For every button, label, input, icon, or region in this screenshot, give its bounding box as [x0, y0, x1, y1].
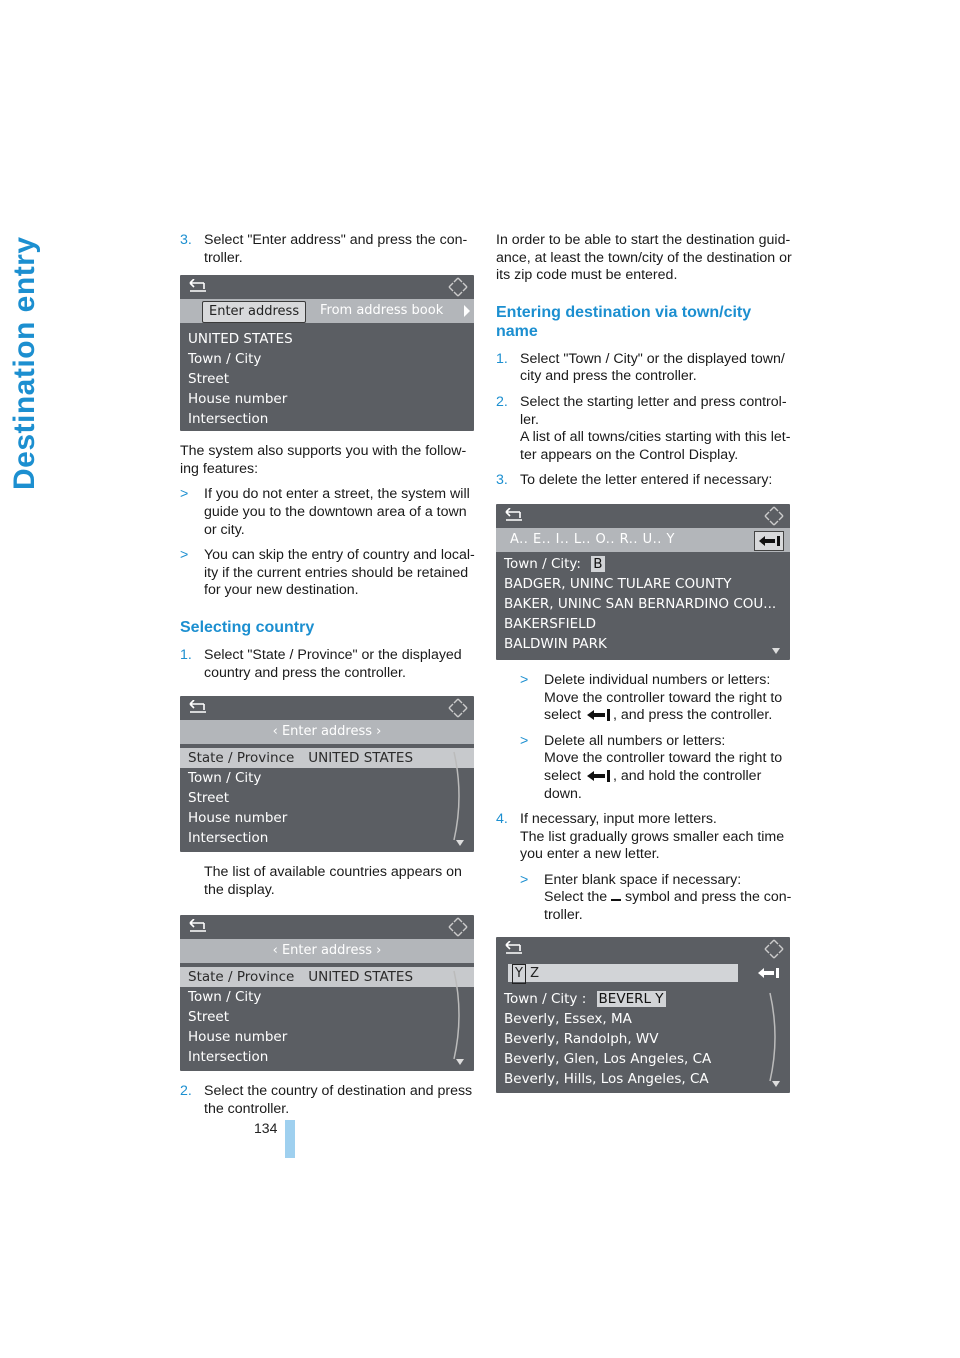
step-1-select-state: [180, 647, 480, 682]
screen-topbar: [496, 504, 790, 528]
sub-bullet-blank-space: [520, 872, 796, 925]
letter-input-bar: [496, 961, 790, 985]
sub-bullet-delete-all: [520, 733, 796, 803]
step-text: Select "Town / City" or the displayed town/ city and press the controller.: [520, 350, 785, 385]
menu-item-house-number[interactable]: House number: [188, 1029, 288, 1046]
step-extra-text: A list of all towns/cities starting with this let-ter appears on the Control Display.: [520, 429, 791, 463]
step-text: Select the country of destination and press the controller.: [204, 1083, 473, 1117]
bullet-item: [180, 486, 480, 539]
bullet-marker: >: [520, 671, 529, 688]
menu-item-house-number[interactable]: House number: [188, 391, 288, 408]
step-number: 1.: [496, 350, 508, 367]
screen-header-enter-address[interactable]: ‹ Enter address ›: [180, 939, 474, 963]
town-result-item[interactable]: BADGER, UNINC TULARE COUNTY: [504, 575, 732, 592]
state-province-value: UNITED STATES: [308, 969, 414, 986]
back-arrow-icon[interactable]: [188, 919, 208, 933]
backspace-icon: [754, 964, 782, 982]
town-city-label: Town / City:: [504, 555, 581, 572]
step-text: Select "State / Province" or the displayed country and press the controller.: [204, 646, 462, 681]
left-column: [180, 232, 480, 1127]
step-text: Select "Enter address" and press the con-troller.: [204, 232, 468, 266]
sub-bullet-delete-single: [520, 672, 796, 725]
town-result-item[interactable]: Beverly, Randolph, WV: [504, 1030, 659, 1047]
letter-cursor[interactable]: Y: [512, 964, 526, 984]
scroll-down-arrow-icon[interactable]: [456, 840, 464, 846]
page-number: 134: [254, 1120, 278, 1136]
step-text: If necessary, input more letters.: [520, 811, 717, 828]
town-city-value: B: [593, 555, 603, 572]
right-intro: In order to be able to start the destination guid-ance, at least the town/city of the destination or its zip code must be entered.: [496, 232, 792, 284]
bullet-item: [180, 547, 480, 600]
menu-item-town-city[interactable]: Town / City: [188, 351, 262, 368]
screen-tabs: [180, 299, 474, 323]
menu-item-state-province[interactable]: [180, 748, 474, 768]
step-2-starting-letter: [496, 394, 796, 464]
town-result-item[interactable]: Beverly, Glen, Los Angeles, CA: [504, 1050, 712, 1067]
menu-item-street[interactable]: Street: [188, 790, 230, 807]
step-number: 4.: [496, 811, 508, 828]
bullet-head: Delete all numbers or letters:: [544, 732, 726, 749]
bullet-marker: >: [180, 547, 189, 564]
scrollbar[interactable]: [452, 750, 466, 842]
menu-item-house-number[interactable]: House number: [188, 810, 288, 827]
town-city-label: Town / City :: [504, 990, 587, 1007]
state-province-label: State / Province: [188, 750, 295, 767]
menu-item-country[interactable]: UNITED STATES: [188, 331, 293, 348]
back-arrow-icon[interactable]: [188, 700, 208, 714]
scroll-down-arrow-icon[interactable]: [772, 1081, 780, 1087]
blank-space-symbol-icon: [611, 891, 621, 901]
town-city-value: BEVERL Y: [598, 990, 664, 1007]
backspace-button[interactable]: [754, 964, 782, 982]
right-column: [496, 232, 796, 1105]
town-result-item[interactable]: BAKERSFIELD: [504, 615, 597, 632]
step-number: 3.: [180, 232, 192, 248]
screen-state-province-list: [180, 915, 474, 1071]
menu-item-town-city[interactable]: Town / City: [188, 770, 262, 787]
scrollbar[interactable]: [452, 969, 466, 1061]
support-intro: The system also supports you with the follow-ing features:: [180, 443, 467, 477]
menu-item-intersection[interactable]: Intersection: [188, 1049, 269, 1066]
back-arrow-icon[interactable]: [188, 279, 208, 293]
screen-state-province: [180, 696, 474, 852]
screen-topbar: [496, 937, 790, 961]
navigation-controller-icon: [764, 506, 784, 526]
scroll-down-arrow-icon[interactable]: [456, 1059, 464, 1065]
menu-item-intersection[interactable]: Intersection: [188, 830, 269, 847]
navigation-controller-icon: [448, 277, 468, 297]
bullet-marker: >: [180, 486, 189, 503]
navigation-controller-icon: [448, 698, 468, 718]
town-city-field[interactable]: [496, 554, 790, 574]
step-number: 3.: [496, 472, 508, 489]
bullet-text: If you do not enter a street, the system will guide you to the downtown area of a town or city.: [204, 486, 470, 538]
letter-speller[interactable]: A.. E.. I.. L.. O.. R.. U.. Y: [510, 531, 675, 547]
state-province-value: UNITED STATES: [308, 750, 414, 767]
page-marker-bar: [285, 1120, 295, 1158]
step-1-select-town: [496, 351, 796, 386]
back-arrow-icon[interactable]: [504, 941, 524, 955]
bullet-select-post: , and press the controller.: [613, 707, 773, 724]
letter-selection-bar: [496, 528, 790, 552]
state-province-label: State / Province: [188, 969, 295, 986]
bullet-select-pre: select: [544, 707, 582, 724]
screen-topbar: [180, 275, 474, 299]
town-result-item[interactable]: Beverly, Essex, MA: [504, 1010, 632, 1027]
screen-topbar: [180, 696, 474, 720]
bullet-pre: Select the: [544, 889, 608, 906]
menu-item-state-province[interactable]: [180, 967, 474, 987]
step-2-select-country: [180, 1083, 480, 1118]
step-3-enter-address: [180, 232, 480, 267]
town-result-item[interactable]: BAKER, UNINC SAN BERNARDINO COU...: [504, 595, 777, 612]
scroll-down-arrow-icon[interactable]: [772, 648, 780, 654]
town-city-field[interactable]: [496, 989, 790, 1009]
step-text: To delete the letter entered if necessary:: [520, 472, 773, 489]
screen-town-results: [496, 937, 790, 1093]
navigation-controller-icon: [448, 917, 468, 937]
tab-enter-address[interactable]: Enter address: [202, 301, 306, 323]
bullet-marker: >: [520, 732, 529, 749]
backspace-icon: [755, 532, 783, 550]
step-number: 2.: [180, 1083, 192, 1100]
menu-item-intersection[interactable]: Intersection: [188, 411, 269, 428]
menu-item-town-city[interactable]: Town / City: [188, 989, 262, 1006]
heading-entering-town: Entering destination via town/city name: [496, 303, 752, 340]
letter-input[interactable]: [508, 964, 738, 982]
bullet-line: Move the controller toward the right to: [544, 750, 783, 767]
bullet-select-post: , and hold the controller down.: [544, 767, 762, 802]
screen-enter-address: [180, 275, 474, 431]
tab-right-arrow-icon[interactable]: [464, 305, 470, 317]
letter-next[interactable]: Z: [530, 965, 539, 981]
bullet-line: Move the controller toward the right to: [544, 689, 783, 706]
list-note: The list of available countries appears on the display.: [204, 864, 462, 898]
back-arrow-icon[interactable]: [504, 508, 524, 522]
bullet-text: You can skip the entry of country and local-ity if the current entries should be retained for your new destination.: [204, 547, 475, 599]
town-result-item[interactable]: Beverly, Hills, Los Angeles, CA: [504, 1070, 709, 1087]
step-number: 2.: [496, 393, 508, 410]
section-title: Destination entry: [8, 236, 41, 490]
screen-town-letter-entry: [496, 504, 790, 660]
menu-item-street[interactable]: Street: [188, 1009, 230, 1026]
bullet-select-pre: select: [544, 767, 582, 784]
navigation-controller-icon: [764, 939, 784, 959]
step-text: Select the starting letter and press control-ler.: [520, 393, 787, 428]
bullet-marker: >: [520, 871, 529, 888]
step-extra-text: The list gradually grows smaller each time you enter a new letter.: [520, 828, 785, 863]
menu-item-street[interactable]: Street: [188, 371, 230, 388]
step-3-delete-letter: [496, 472, 796, 490]
town-result-item[interactable]: BALDWIN PARK: [504, 635, 607, 652]
screen-topbar: [180, 915, 474, 939]
heading-selecting-country: Selecting country: [180, 618, 315, 636]
tab-from-address-book[interactable]: From address book: [320, 303, 444, 319]
section-title-vertical: [8, 230, 52, 490]
step-4-input-more-letters: [496, 811, 796, 864]
backspace-button[interactable]: [754, 531, 784, 551]
scrollbar[interactable]: [768, 991, 782, 1083]
screen-header-enter-address[interactable]: ‹ Enter address ›: [180, 720, 474, 744]
bullet-post: symbol and press the con-troller.: [544, 889, 792, 924]
bullet-head: Enter blank space if necessary:: [544, 871, 742, 888]
bullet-head: Delete individual numbers or letters:: [544, 671, 771, 688]
backspace-icon: [585, 707, 613, 723]
backspace-icon: [585, 768, 613, 784]
step-number: 1.: [180, 646, 192, 663]
